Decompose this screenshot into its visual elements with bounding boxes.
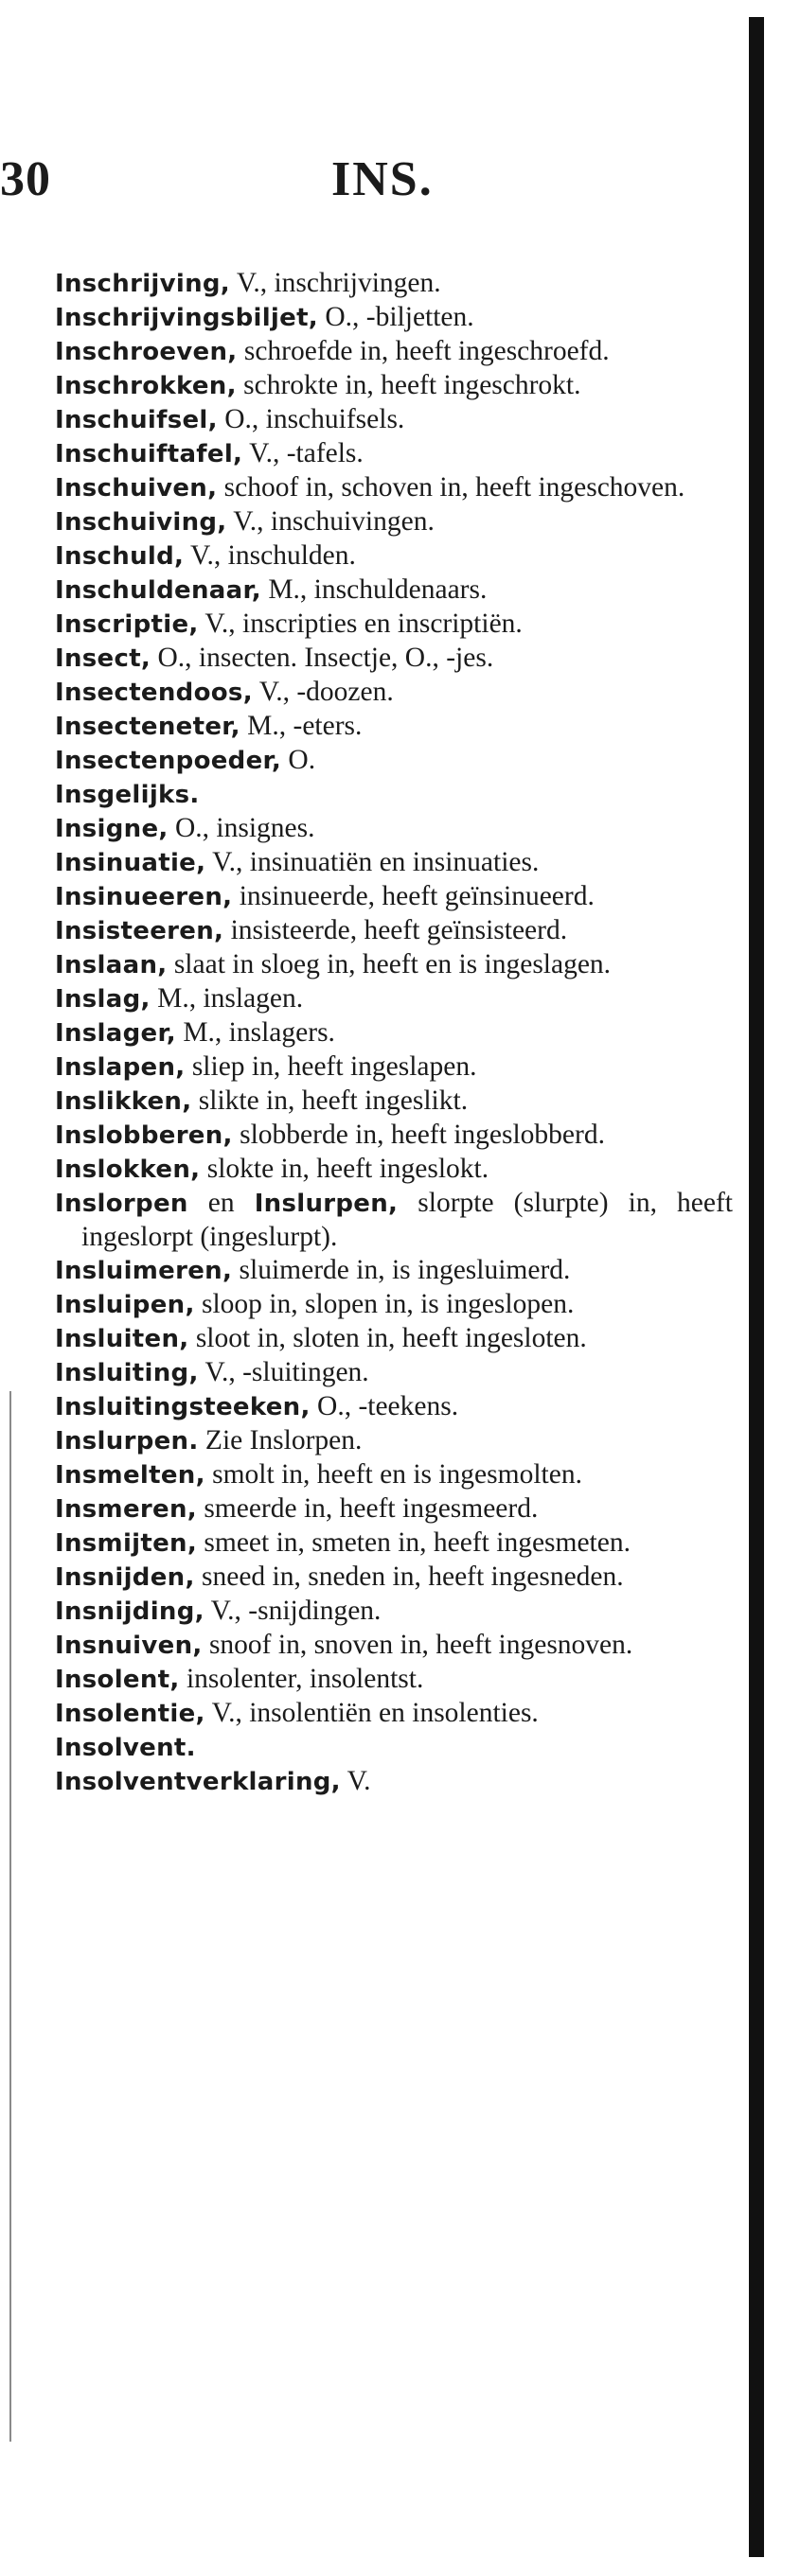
dictionary-entry <box>55 1254 733 1288</box>
dictionary-entry <box>55 573 733 608</box>
entry-headword: Insmijten, <box>55 1529 198 1558</box>
entry-definition: O., inschuifsels. <box>217 404 405 434</box>
entry-headword: Insmeren, <box>55 1495 197 1524</box>
entry-headword: Inslikken, <box>55 1087 192 1116</box>
entry-headword: Insmelten, <box>55 1461 205 1490</box>
entry-headword: Insolentie, <box>55 1700 205 1728</box>
entry-headword: Inslager, <box>55 1019 176 1048</box>
dictionary-entry <box>55 744 733 778</box>
entry-definition: slorpte (slurpte) in, heeft ingeslorpt (ingeslurpt). <box>81 1188 733 1252</box>
dictionary-entry <box>55 1322 733 1356</box>
dictionary-entry <box>55 1663 733 1697</box>
entry-definition: V., -sluitingen. <box>198 1357 369 1387</box>
dictionary-entry <box>55 1356 733 1390</box>
dictionary-entry <box>55 1050 733 1085</box>
entry-definition: sneed in, sneden in, heeft ingesneden. <box>194 1561 624 1592</box>
entry-headword: Inschrijvingsbiljet, <box>55 304 318 332</box>
dictionary-entry <box>55 608 733 642</box>
dictionary-entry <box>55 1526 733 1561</box>
entry-definition: schroefde in, heeft ingeschroefd. <box>237 336 610 366</box>
entry-definition: O. <box>281 745 316 775</box>
dictionary-entry <box>55 1424 733 1458</box>
entry-definition: sloot in, sloten in, heeft ingesloten. <box>188 1323 587 1353</box>
entry-headword: Inschrijving, <box>55 270 230 298</box>
entry-definition: Zie Inslorpen. <box>198 1425 363 1456</box>
right-edge-rule <box>749 17 764 2557</box>
entry-definition: en <box>187 1188 255 1218</box>
dictionary-entry <box>55 1153 733 1187</box>
entry-list <box>55 267 733 1799</box>
dictionary-entry <box>55 437 733 471</box>
entry-headword: Inscriptie, <box>55 610 199 639</box>
entry-headword: Insluiting, <box>55 1359 199 1387</box>
entry-headword: Inslag, <box>55 985 151 1014</box>
dictionary-entry <box>55 1187 733 1254</box>
entry-definition: insinueerde, heeft geïnsinueerd. <box>232 881 595 911</box>
entry-definition: smolt in, heeft en is ingesmolten. <box>204 1459 582 1490</box>
entry-headword: Insinuatie, <box>55 849 206 877</box>
page-number: 30 <box>0 152 51 206</box>
entry-headword: Inslurpen. <box>55 1427 199 1456</box>
dictionary-entry <box>55 642 733 676</box>
dictionary-entry <box>55 1390 733 1424</box>
entry-definition: M., inslagen. <box>150 983 304 1014</box>
dictionary-entry <box>55 1085 733 1119</box>
entry-headword-variant: Inslurpen, <box>254 1190 399 1218</box>
entry-definition: O., insignes. <box>168 813 315 843</box>
entry-definition: V., inscripties en inscriptiën. <box>198 609 523 639</box>
entry-definition: V., insolentiën en insolenties. <box>204 1698 539 1728</box>
entry-definition: smeet in, smeten in, heeft ingesmeten. <box>197 1527 631 1558</box>
dictionary-entry <box>55 1731 733 1765</box>
entry-headword: Inschuifsel, <box>55 406 218 434</box>
dictionary-entry <box>55 948 733 982</box>
entry-definition: V. <box>340 1766 371 1796</box>
entry-definition: smeerde in, heeft ingesmeerd. <box>196 1493 539 1524</box>
dictionary-entry <box>55 778 733 812</box>
entry-definition: M., inschuldenaars. <box>260 574 488 605</box>
entry-headword: Insluitingsteeken, <box>55 1393 311 1421</box>
dictionary-entry <box>55 369 733 403</box>
dictionary-entry <box>55 1016 733 1050</box>
entry-definition: slikte in, heeft ingeslikt. <box>191 1085 469 1116</box>
entry-definition: insolenter, insolentst. <box>179 1664 424 1694</box>
entry-definition: M., inslagers. <box>175 1017 335 1048</box>
entry-headword: Inschuiftafel, <box>55 440 243 468</box>
entry-headword: Inslapen, <box>55 1053 186 1082</box>
dictionary-entry <box>55 710 733 744</box>
entry-headword: Inslokken, <box>55 1156 201 1184</box>
dictionary-entry <box>55 880 733 914</box>
entry-headword: Inslaan, <box>55 951 168 979</box>
entry-headword: Insectenpoeder, <box>55 747 282 775</box>
entry-definition: insisteerde, heeft geïnsisteerd. <box>223 915 568 945</box>
entry-definition: V., inschrijvingen. <box>230 268 441 298</box>
entry-headword: Insect, <box>55 644 151 673</box>
entry-headword: Insisteeren, <box>55 917 224 945</box>
entry-headword: Insigne, <box>55 815 169 843</box>
entry-headword: Insolvent. <box>55 1734 196 1762</box>
entry-headword: Insectendoos, <box>55 679 253 707</box>
entry-definition: sliep in, heeft ingeslapen. <box>185 1051 477 1082</box>
dictionary-entry <box>55 403 733 437</box>
dictionary-entry <box>55 267 733 301</box>
entry-definition: O., -teekens. <box>310 1391 459 1421</box>
dictionary-entry <box>55 471 733 505</box>
entry-definition: V., -tafels. <box>242 438 364 468</box>
entry-definition: snoof in, snoven in, heeft ingesnoven. <box>202 1630 633 1660</box>
entry-definition: V., -doozen. <box>252 677 394 707</box>
dictionary-entry <box>55 1697 733 1731</box>
entry-headword: Inslobberen, <box>55 1121 233 1150</box>
entry-headword: Inschuldenaar, <box>55 576 261 605</box>
dictionary-entry <box>55 1765 733 1799</box>
entry-headword: Inschuld, <box>55 542 185 571</box>
entry-headword: Insnijden, <box>55 1563 195 1592</box>
dictionary-entry <box>55 1561 733 1595</box>
entry-definition: sloop in, slopen in, is ingeslopen. <box>194 1289 575 1319</box>
entry-headword: Insnijding, <box>55 1597 204 1626</box>
entry-headword: Insgelijks. <box>55 781 200 809</box>
dictionary-entry <box>55 982 733 1016</box>
entry-headword: Insnuiven, <box>55 1632 203 1660</box>
dictionary-entry <box>55 1629 733 1663</box>
entry-headword: Insinueeren, <box>55 883 233 911</box>
entry-definition: V., insinuatiën en insinuaties. <box>205 847 540 877</box>
entry-definition: slokte in, heeft ingeslokt. <box>200 1154 489 1184</box>
entry-headword: Inschroeven, <box>55 338 238 366</box>
entry-headword: Insolent, <box>55 1666 180 1694</box>
entry-headword: Insolventverklaring, <box>55 1768 341 1796</box>
dictionary-entry <box>55 1119 733 1153</box>
entry-headword: Inschuiving, <box>55 508 227 537</box>
dictionary-entry <box>55 676 733 710</box>
dictionary-entry <box>55 505 733 539</box>
entry-headword: Insluiten, <box>55 1325 189 1353</box>
entry-definition: O., -biljetten. <box>317 302 474 332</box>
dictionary-entry <box>55 846 733 880</box>
entry-headword: Insecteneter, <box>55 713 240 741</box>
dictionary-entry <box>55 301 733 335</box>
dictionary-entry <box>55 1492 733 1526</box>
entry-definition: slobberde in, heeft ingeslobberd. <box>232 1120 605 1150</box>
entry-definition: schoof in, schoven in, heeft ingeschoven. <box>217 472 685 503</box>
entry-definition: V., inschuivingen. <box>226 506 435 537</box>
dictionary-entry <box>55 812 733 846</box>
entry-headword: Insluimeren, <box>55 1257 233 1285</box>
entry-definition: O., insecten. Insectje, O., -jes. <box>151 643 494 673</box>
entry-headword: Inslorpen <box>55 1190 188 1218</box>
entry-definition: V., inschulden. <box>184 540 356 571</box>
dictionary-entry <box>55 914 733 948</box>
entry-headword: Inschrokken, <box>55 372 237 400</box>
entry-definition: schrokte in, heeft ingeschrokt. <box>236 370 581 400</box>
dictionary-entry <box>55 1595 733 1629</box>
dictionary-entry <box>55 1288 733 1322</box>
entry-headword: Insluipen, <box>55 1291 195 1319</box>
entry-definition: V., -snijdingen. <box>204 1596 382 1626</box>
dictionary-entry <box>55 539 733 573</box>
left-margin-rule <box>9 1391 11 2442</box>
entry-definition: sluimerde in, is ingesluimerd. <box>232 1255 571 1285</box>
dictionary-entry <box>55 1458 733 1492</box>
dictionary-entry <box>55 335 733 369</box>
running-head: INS. <box>331 152 434 206</box>
entry-headword: Inschuiven, <box>55 474 218 503</box>
entry-definition: M., -eters. <box>240 711 363 741</box>
entry-definition: slaat in sloeg in, heeft en is ingeslagen. <box>167 949 612 979</box>
